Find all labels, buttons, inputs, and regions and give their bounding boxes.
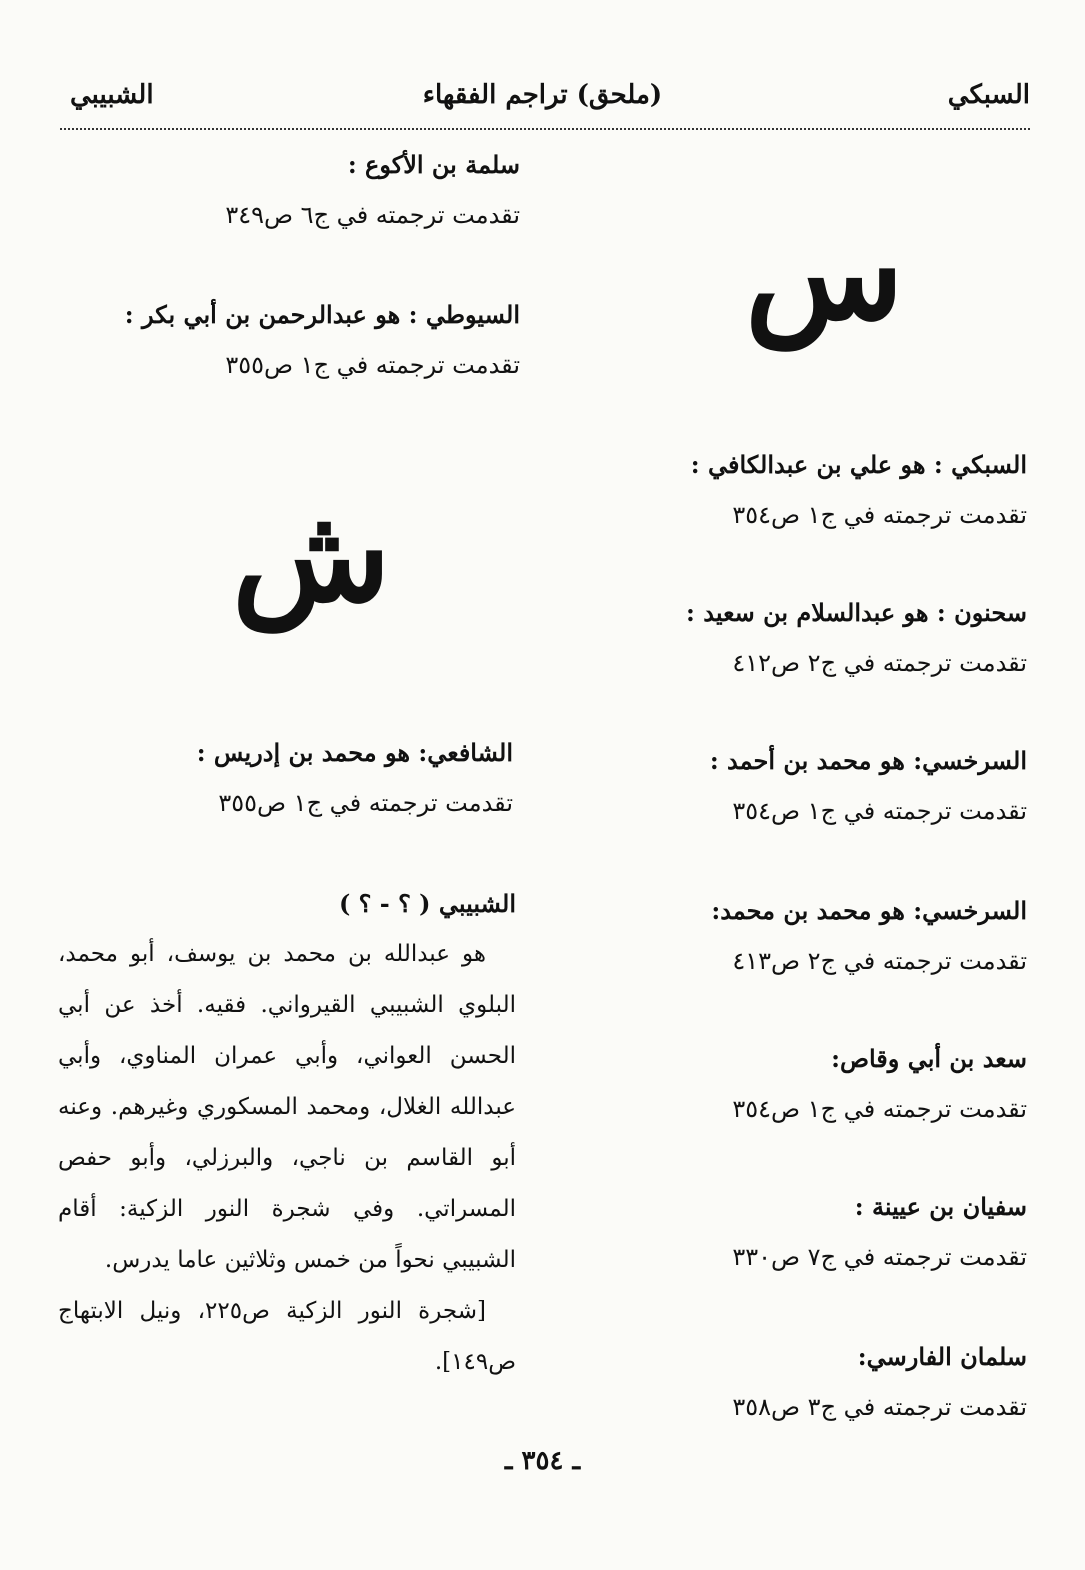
entry-sarakhsi-2 xyxy=(711,886,1027,986)
entry-title: السرخسي: هو محمد بن أحمد : xyxy=(709,746,1027,775)
entry-reference: تقدمت ترجمته في ج١ ص٣٥٤ xyxy=(732,1095,1027,1123)
entry-salama xyxy=(225,140,520,240)
running-header-center: (ملحق) تراجم الفقهاء xyxy=(422,80,663,110)
entry-sahnun xyxy=(686,588,1027,688)
page-number: ـ ٣٥٤ ـ xyxy=(504,1446,581,1476)
entry-sufyan xyxy=(732,1182,1027,1282)
entry-title: السبكي : هو علي بن عبدالكافي : xyxy=(690,450,1027,479)
entry-reference: تقدمت ترجمته في ج١ ص٣٥٥ xyxy=(218,789,513,817)
entry-reference: تقدمت ترجمته في ج٢ ص٤١٣ xyxy=(732,947,1027,975)
entry-reference: تقدمت ترجمته في ج١ ص٣٥٤ xyxy=(732,501,1027,529)
header-divider xyxy=(60,128,1030,130)
section-letter-shin: ش xyxy=(232,478,391,631)
entry-title: سحنون : هو عبدالسلام بن سعيد : xyxy=(686,598,1027,627)
biography-sources: [شجرة النور الزكية ص٢٢٥، ونيل الابتهاج ص١٤٩]. xyxy=(58,1298,516,1375)
running-header-right: السبكي xyxy=(947,80,1030,110)
entry-reference: تقدمت ترجمته في ج٧ ص٣٣٠ xyxy=(732,1243,1027,1271)
entry-sarakhsi-1 xyxy=(710,736,1027,836)
entry-suyuti xyxy=(125,290,520,390)
entry-title: السرخسي: هو محمد بن محمد: xyxy=(711,896,1027,925)
entry-reference: تقدمت ترجمته في ج١ ص٣٥٤ xyxy=(732,797,1027,825)
entry-shafii xyxy=(197,728,513,828)
entry-title: سفيان بن عيينة : xyxy=(854,1192,1027,1221)
entry-reference: تقدمت ترجمته في ج٢ ص٤١٢ xyxy=(732,649,1027,677)
section-letter-sin: س xyxy=(745,196,904,349)
entry-title: الشافعي: هو محمد بن إدريس : xyxy=(196,738,513,767)
entry-title: السيوطي : هو عبدالرحمن بن أبي بكر : xyxy=(124,300,520,329)
biography-title: الشبيبي ( ؟ - ؟ ) xyxy=(338,889,516,918)
entry-reference: تقدمت ترجمته في ج٦ ص٣٤٩ xyxy=(225,201,520,229)
entry-reference: تقدمت ترجمته في ج١ ص٣٥٥ xyxy=(225,351,520,379)
entry-title: سلمة بن الأكوع : xyxy=(347,150,520,179)
entry-title: سلمان الفارسي: xyxy=(857,1342,1027,1371)
entry-reference: تقدمت ترجمته في ج٣ ص٣٥٨ xyxy=(732,1393,1027,1421)
biography-body: هو عبدالله بن محمد بن يوسف، أبو محمد، البلوي الشبيبي القيرواني. فقيه. أخذ عن أبي الحسن العواني، وأبي عمران المناوي، وأبي عبدالله الغلال، ومحمد المسكوري وغيرهم. وعنه أبو القاسم بن ناجي، والبرزلي، وأبو حفص المسراتي. وفي شجرة النور الزكية: أقام الشبيبي نحواً من خمس وثلاثين عاما يدرس. xyxy=(58,941,516,1273)
entry-title: سعد بن أبي وقاص: xyxy=(831,1044,1027,1073)
biography-shabibi xyxy=(58,878,516,1388)
entry-subki xyxy=(691,440,1027,540)
entry-salman xyxy=(732,1332,1027,1432)
running-header-left: الشبيبي xyxy=(70,80,154,110)
entry-saad xyxy=(732,1034,1027,1134)
